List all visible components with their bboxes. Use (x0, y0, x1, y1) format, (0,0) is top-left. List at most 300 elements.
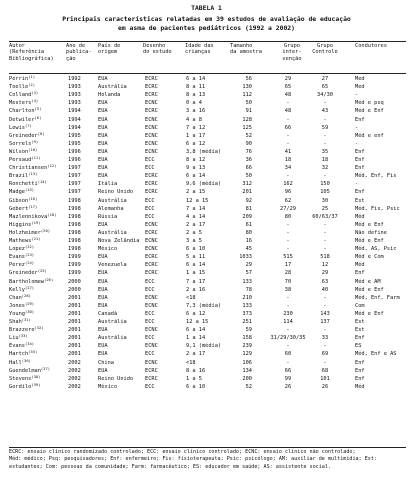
cell-sample: 200 (242, 375, 252, 382)
cell-conductors: - (355, 124, 359, 131)
cell-intervention: 70 (284, 278, 292, 285)
cell-design: ECRC (145, 229, 158, 236)
reference-number: (5) (34, 107, 42, 112)
cell-control: 150 (320, 181, 330, 188)
cell-conductors: Enf (355, 335, 365, 342)
cell-age: 6 a 14 (186, 173, 206, 180)
author-name: Brazil (9, 173, 29, 180)
cell-intervention: 515 (283, 254, 293, 261)
cell-design: ECNC (145, 100, 158, 107)
cell-author (9, 286, 68, 294)
cell-age: 2 a 5 (186, 229, 202, 236)
cell-author (9, 107, 68, 115)
table-row (0, 148, 413, 156)
cell-age: 9 a 13 (186, 165, 206, 172)
cell-design: ECC (145, 197, 155, 204)
cell-country: EUA (98, 270, 108, 277)
cell-age: 8 a 11 (186, 84, 206, 91)
table-row (0, 342, 413, 350)
table-row (0, 99, 413, 107)
cell-sample: 50 (245, 100, 252, 107)
cell-age: 7 a 12 (186, 124, 206, 131)
cell-design: ECRC (145, 181, 158, 188)
cell-control: 143 (320, 310, 330, 317)
cell-control: 60/63/37 (312, 213, 338, 220)
cell-author (9, 294, 68, 302)
cell-country: Austrália (98, 319, 127, 325)
cell-conductors: Méd, Enf e AS (355, 351, 397, 358)
author-name: Colland (9, 92, 32, 99)
cell-country: EUA (98, 100, 108, 107)
cell-author (9, 359, 68, 367)
cell-author (9, 278, 68, 286)
cell-country: EUA (98, 221, 108, 228)
cell-country: China (98, 359, 114, 366)
cell-sample: 36 (245, 157, 252, 163)
cell-author (9, 164, 68, 172)
cell-conductors: Med (355, 76, 365, 82)
table-row (0, 253, 413, 261)
reference-number: (11) (31, 156, 41, 160)
author-name: Persaud (9, 157, 32, 163)
reference-number: (21) (31, 237, 41, 241)
reference-number: (12) (47, 164, 57, 169)
cell-conductors: Enf (355, 270, 365, 277)
cell-age: 5 a 11 (186, 254, 206, 261)
cell-age: 0 a 4 (186, 100, 202, 107)
header-ano: Ano de publica- ção (66, 43, 92, 62)
cell-age: 7 a 17 (186, 278, 206, 285)
cell-author (9, 383, 68, 391)
cell-country: Reino Unido (98, 189, 134, 196)
cell-country: EUA (98, 327, 108, 334)
cell-intervention: 65 (284, 84, 292, 91)
cell-conductors: Enf (355, 359, 365, 366)
cell-intervention: 162 (283, 181, 293, 188)
author-name: Higgins (9, 221, 32, 228)
cell-control: 69 (321, 351, 329, 358)
cell-age: 6 a 10 (186, 246, 206, 253)
reference-number: (3) (31, 91, 39, 96)
cell-design: ECC (145, 278, 155, 285)
cell-control: 43 (321, 108, 329, 115)
reference-number: (35) (28, 350, 38, 355)
cell-age: 6 a 10 (186, 383, 206, 390)
cell-sample: 45 (245, 246, 252, 253)
cell-sample: 76 (245, 148, 252, 155)
cell-design: ECNC (145, 140, 158, 147)
reference-number: (32) (34, 326, 44, 331)
cell-intervention: 28 (284, 270, 292, 277)
cell-design: ECNC (145, 246, 158, 253)
cell-country: Holanda (98, 92, 121, 99)
cell-control: 59 (321, 124, 329, 131)
cell-author (9, 213, 68, 221)
cell-author (9, 253, 68, 261)
cell-conductors: Méd (355, 383, 365, 390)
cell-sample: 158 (242, 335, 252, 342)
cell-intervention: 17 (284, 262, 292, 269)
cell-sample: 90 (245, 140, 252, 147)
cell-country: EUA (98, 132, 108, 139)
cell-author (9, 205, 68, 213)
author-name: Perrin (9, 76, 29, 82)
cell-year: 1992 (68, 76, 81, 82)
cell-sample: 251 (242, 319, 252, 325)
cell-age: 3,8 (média) (186, 148, 222, 155)
table-row (0, 326, 413, 334)
cell-age: <18 (186, 294, 196, 301)
cell-control: 105 (320, 189, 330, 196)
cell-intervention: 96 (284, 189, 292, 196)
cell-design: ECNC (145, 327, 158, 334)
cell-control: - (323, 100, 327, 107)
cell-age: 7 a 14 (186, 205, 206, 212)
cell-year: 1998 (68, 229, 81, 236)
cell-conductors: Enf (355, 148, 365, 155)
cell-conductors: ES (355, 343, 362, 350)
reference-number: (25) (37, 269, 47, 274)
cell-design: ECNC (145, 124, 158, 131)
cell-sample: 133 (242, 278, 252, 285)
cell-country: México (98, 246, 118, 253)
cell-control: - (323, 246, 327, 253)
cell-country: Austrália (98, 335, 127, 342)
table-row (0, 367, 413, 375)
cell-conductors: Não define (355, 229, 387, 236)
cell-control: 34/30 (317, 92, 333, 99)
cell-sample: 91 (245, 108, 252, 115)
author-name: Brazzere (9, 327, 35, 334)
cell-control: 63 (321, 278, 329, 285)
cell-conductors: Méd e Enf (355, 310, 384, 317)
header-amostra: Tamanho da amostra (230, 43, 262, 56)
cell-sample: 59 (245, 327, 252, 334)
cell-age: 1 a 5 (186, 375, 202, 382)
cell-country: Nova Zelândia (98, 238, 140, 244)
cell-age: 3 a 5 (186, 238, 202, 244)
author-name: Mesters (9, 100, 32, 107)
cell-control: - (323, 229, 327, 236)
cell-control: - (323, 359, 327, 366)
table-row (0, 294, 413, 302)
table-row (0, 213, 413, 221)
author-name: Ronchetti (9, 181, 38, 188)
cell-year: 1999 (68, 254, 81, 261)
cell-conductors: Méd (355, 262, 365, 269)
cell-design: ECNC (145, 116, 158, 123)
cell-sample: 56 (245, 76, 252, 82)
reference-number: (19) (31, 220, 41, 225)
cell-country: EUA (98, 173, 108, 180)
table-row (0, 334, 413, 342)
cell-conductors: Méd e psq (355, 100, 384, 107)
cell-author (9, 75, 68, 83)
cell-design: ECRC (145, 84, 158, 91)
author-name: Detwiler (9, 116, 35, 123)
cell-intervention: 48 (284, 92, 292, 99)
cell-intervention: 99 (284, 375, 292, 382)
cell-control: 68 (321, 367, 329, 374)
cell-age: 6 a 14 (186, 327, 206, 334)
cell-year: 1999 (68, 270, 81, 277)
table-row (0, 278, 413, 286)
reference-number: (16) (28, 196, 38, 201)
cell-conductors: Méd, Enf, Farm (355, 294, 400, 301)
reference-number: (6) (34, 115, 42, 120)
cell-design: ECNC (145, 238, 158, 244)
cell-design: ECNC (145, 221, 158, 228)
cell-year: 2001 (68, 294, 81, 301)
reference-number: (34) (24, 342, 35, 347)
cell-conductors: Est (355, 327, 365, 334)
table-row (0, 107, 413, 115)
cell-author (9, 140, 68, 148)
cell-year: 2002 (68, 359, 81, 366)
cell-author (9, 172, 68, 180)
cell-conductors: Enf (355, 157, 365, 163)
cell-country: EUA (98, 294, 108, 301)
cell-sample: 16 (245, 238, 252, 244)
author-name: Chan (9, 294, 22, 301)
cell-year: 2001 (68, 319, 81, 325)
cell-sample: 52 (245, 383, 252, 390)
header-desenho: Desenho do estudo (143, 43, 172, 56)
cell-year: 1997 (68, 173, 81, 180)
cell-intervention: - (286, 327, 290, 334)
cell-year: 1998 (68, 213, 81, 220)
cell-control: 33 (321, 335, 329, 342)
cell-country: EUA (98, 367, 108, 374)
header-controle: Grupo Controle (312, 43, 338, 56)
cell-year: 1998 (68, 221, 81, 228)
author-name: Greineder (9, 270, 38, 277)
reference-number: (28) (21, 293, 31, 298)
cell-sample: 1033 (239, 254, 252, 261)
cell-year: 1993 (68, 100, 81, 107)
table-row (0, 164, 413, 172)
cell-sample: 129 (242, 351, 252, 358)
cell-design: ECNC (145, 148, 158, 155)
cell-intervention: - (286, 359, 290, 366)
cell-design: ECC (145, 383, 155, 390)
cell-control: - (323, 116, 327, 123)
cell-design: ECNC (145, 302, 158, 309)
table-row (0, 261, 413, 269)
cell-year: 1998 (68, 205, 81, 212)
cell-year: 1996 (68, 157, 81, 163)
cell-control: 518 (320, 254, 330, 261)
author-name: Bartholomew (9, 278, 45, 285)
author-name: Hall (9, 359, 22, 366)
reference-number: (30) (24, 309, 35, 314)
cell-age: 8 a 16 (186, 367, 206, 374)
header-pais: País de origem (98, 43, 121, 56)
table-row (0, 229, 413, 237)
reference-number: (2) (28, 83, 35, 88)
header-autor: Autor (Referência Bibliográfica) (9, 43, 54, 62)
cell-country: Canadá (98, 310, 118, 317)
cell-year: 1994 (68, 116, 81, 123)
cell-conductors: - (355, 140, 359, 147)
cell-design: ECRC (145, 270, 158, 277)
cell-conductors: Méd e Enf (355, 238, 384, 244)
table-row (0, 359, 413, 367)
cell-author (9, 197, 68, 205)
cell-age: 6 a 14 (186, 76, 206, 82)
cell-country: EUA (98, 140, 108, 147)
table-title-line-1: Principais características relatadas em 39 estudos de avaliação de educação (62, 15, 351, 23)
author-name: Hartch (9, 351, 29, 358)
cell-author (9, 342, 68, 350)
cell-country: EUA (98, 343, 108, 350)
cell-author (9, 229, 68, 237)
reference-number: (17) (28, 204, 38, 209)
cell-control: 18 (321, 157, 329, 163)
table-row (0, 180, 413, 188)
cell-intervention: 31/29/30/35 (270, 335, 306, 342)
cell-design: ECC (145, 319, 155, 325)
cell-intervention: - (286, 238, 290, 244)
cell-conductors: Méd, AS, Psic (355, 246, 397, 253)
cell-sample: 52 (245, 132, 252, 139)
cell-intervention: 34 (284, 165, 292, 172)
cell-control: 29 (321, 270, 329, 277)
author-name: Mazlennikova (9, 213, 48, 220)
table-row (0, 286, 413, 294)
cell-intervention: - (286, 221, 290, 228)
cell-intervention: 60 (284, 351, 292, 358)
author-name: Mathews (9, 238, 32, 244)
cell-intervention: - (286, 100, 290, 107)
cell-sample: 106 (242, 359, 252, 366)
author-name: Guendelman (9, 367, 41, 374)
reference-number: (31) (21, 318, 31, 322)
cell-intervention: 18 (284, 157, 292, 163)
cell-design: ECNC (145, 343, 158, 350)
cell-conductors: Est (355, 197, 365, 204)
cell-age: 1 a 14 (186, 335, 206, 342)
cell-year: 2001 (68, 343, 81, 350)
table-row (0, 302, 413, 310)
cell-country: EUA (98, 302, 108, 309)
cell-intervention: 27/29 (280, 205, 296, 212)
table-row (0, 237, 413, 245)
cell-intervention: - (286, 294, 290, 301)
cell-intervention: 114 (283, 319, 293, 325)
cell-country: Reino Unido (98, 375, 134, 382)
cell-control: - (323, 327, 327, 334)
cell-intervention: 41 (284, 148, 292, 155)
reference-number: (15) (24, 188, 35, 193)
author-name: Perez (9, 262, 25, 269)
author-name: Shah (9, 319, 22, 325)
cell-age: 2 a 15 (186, 189, 206, 196)
cell-sample: 373 (242, 310, 252, 317)
author-name: Charlton (9, 108, 35, 115)
cell-sample: 61 (245, 221, 252, 228)
cell-sample: 209 (242, 213, 252, 220)
cell-author (9, 91, 68, 99)
cell-design: ECRC (145, 254, 158, 261)
cell-year: 1995 (68, 132, 81, 139)
cell-author (9, 302, 68, 310)
cell-author (9, 334, 68, 342)
cell-control: 35 (321, 148, 329, 155)
cell-sample: 312 (242, 181, 252, 188)
cell-design: ECRC (145, 367, 158, 374)
cell-control: - (323, 140, 327, 147)
cell-age: 9,6 (média) (186, 181, 222, 188)
cell-author (9, 83, 68, 91)
cell-control: 32 (321, 165, 329, 172)
cell-author (9, 310, 68, 318)
table-row (0, 124, 413, 132)
cell-year: 1997 (68, 189, 81, 196)
cell-author (9, 132, 68, 140)
cell-conductors: Enf (355, 165, 365, 172)
cell-conductors: Enf (355, 375, 365, 382)
reference-number: (22) (24, 245, 35, 250)
cell-sample: 130 (242, 84, 252, 91)
cell-country: EUA (98, 254, 108, 261)
reference-number: (24) (24, 261, 35, 266)
cell-design: ECRC (145, 173, 158, 180)
cell-age: 4 a 8 (186, 116, 202, 123)
cell-intervention: - (286, 246, 290, 253)
reference-number: (27) (24, 285, 35, 290)
cell-author (9, 99, 68, 107)
table-row (0, 221, 413, 229)
cell-year: 2001 (68, 327, 81, 334)
table-row (0, 132, 413, 140)
author-name: Kelly (9, 286, 25, 293)
cell-author (9, 221, 68, 229)
table-row (0, 116, 413, 124)
cell-author (9, 245, 68, 253)
cell-year: 1998 (68, 246, 81, 253)
reference-number: (18) (47, 212, 57, 217)
table-row (0, 383, 413, 391)
cell-age: 6 a 12 (186, 140, 206, 147)
author-name: Lewis (9, 124, 25, 131)
cell-country: EUA (98, 148, 108, 155)
author-name: Gebert (9, 205, 29, 212)
cell-control: 65 (321, 84, 329, 91)
reference-number: (29) (24, 301, 35, 306)
table-row (0, 188, 413, 196)
author-name: Gordilo (9, 383, 32, 390)
cell-year: 2002 (68, 383, 81, 390)
cell-country: México (98, 383, 118, 390)
cell-sample: 29 (245, 262, 252, 269)
cell-control: 101 (320, 375, 330, 382)
cell-conductors: Enf (355, 116, 365, 123)
cell-design: ECC (145, 205, 155, 212)
author-name: Holzheimer (9, 229, 41, 236)
cell-intervention: 26 (284, 383, 292, 390)
cell-age: 12 a 15 (186, 197, 209, 204)
cell-conductors: Méd e Enf (355, 108, 384, 115)
cell-design: ECNC (145, 132, 158, 139)
cell-year: 1996 (68, 148, 81, 155)
cell-year: 1993 (68, 84, 81, 91)
cell-design: ECRC (145, 92, 158, 99)
cell-control: 25 (321, 205, 329, 212)
cell-year: 2002 (68, 375, 81, 382)
table-row (0, 83, 413, 91)
reference-number: (20) (40, 228, 51, 233)
